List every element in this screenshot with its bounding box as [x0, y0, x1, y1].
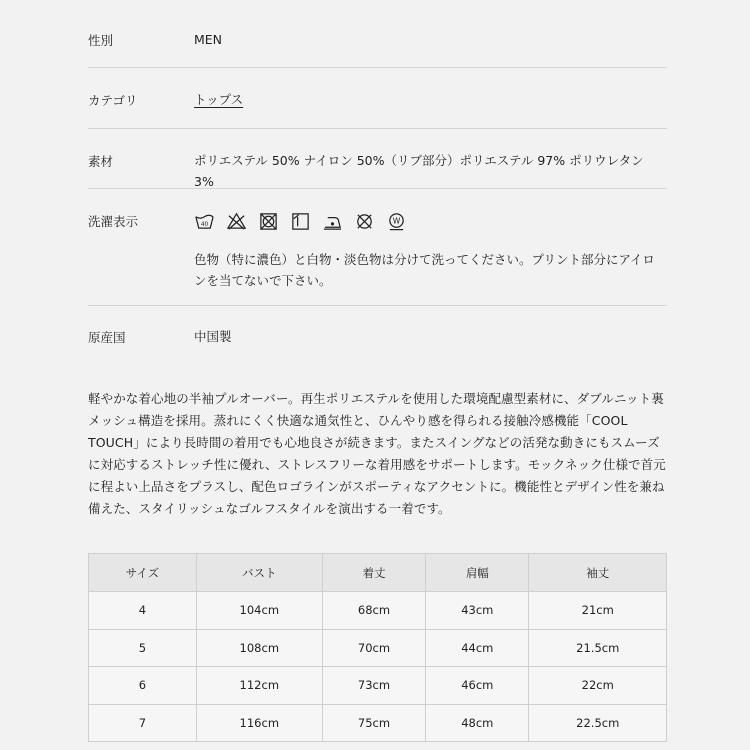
- table-cell: 7: [89, 704, 197, 742]
- care-note: 色物（特に濃色）と白物・淡色物は分けて洗ってください。プリント部分にアイロンを当てないで下さい。: [194, 252, 655, 288]
- no-tumble-dry-icon: [258, 211, 279, 232]
- table-cell: 46cm: [426, 667, 529, 705]
- spec-row-care: [88, 212, 667, 306]
- table-cell: 21cm: [529, 592, 667, 630]
- table-cell: 44cm: [426, 629, 529, 667]
- spec-value-material: ポリエステル 50% ナイロン 50%（リブ部分）ポリエステル 97% ポリウレタン 3%: [194, 153, 644, 189]
- no-dry-clean-icon: [354, 211, 375, 232]
- table-cell: 4: [89, 592, 197, 630]
- spec-row-material: [88, 152, 667, 189]
- table-cell: 21.5cm: [529, 629, 667, 667]
- svg-text:40: 40: [200, 221, 209, 228]
- table-cell: 108cm: [196, 629, 322, 667]
- spec-value-gender: MEN: [194, 32, 223, 47]
- table-row: [89, 629, 667, 667]
- spec-row-category: [88, 91, 667, 129]
- iron-low-icon: [322, 211, 343, 232]
- spec-label-material: 素材: [88, 154, 114, 169]
- table-cell: 70cm: [322, 629, 425, 667]
- spec-value-origin: 中国製: [194, 329, 232, 344]
- table-cell: 5: [89, 629, 197, 667]
- product-description: 軽やかな着心地の半袖プルオーバー。再生ポリエステルを使用した環境配慮型素材に、ダブルニット裏メッシュ構造を採用。蒸れにくく快適な通気性と、ひんやり感を得られる接触冷感機能「COOL TOUCH」により長時間の着用でも心地良さが続きます。またスイングなどの活発な動きにもスムーズに対応するストレッチ性に優れ、ストレスフリーな着用感をサポートします。モックネック仕様で首元に程よい上品さをプラスし、配色ロゴラインがスポーティなアクセントに。機能性とデザイン性を兼ね備えた、スタイリッシュなゴルフスタイルを演出する一着です。: [88, 391, 666, 516]
- header-length: 着丈: [322, 554, 425, 592]
- line-dry-icon: [290, 211, 311, 232]
- header-shoulder: 肩幅: [426, 554, 529, 592]
- spec-label-origin: 原産国: [88, 330, 126, 345]
- care-icons: [194, 210, 667, 232]
- header-size: サイズ: [89, 554, 197, 592]
- table-cell: 22.5cm: [529, 704, 667, 742]
- category-link[interactable]: トップス: [194, 92, 244, 107]
- table-cell: 22cm: [529, 667, 667, 705]
- table-cell: 73cm: [322, 667, 425, 705]
- table-row: [89, 667, 667, 705]
- spec-label-category: カテゴリ: [88, 93, 138, 108]
- table-cell: 104cm: [196, 592, 322, 630]
- no-bleach-icon: [226, 211, 247, 232]
- size-table: [88, 553, 667, 742]
- table-cell: 68cm: [322, 592, 425, 630]
- header-sleeve: 袖丈: [529, 554, 667, 592]
- spec-row-gender: [88, 31, 667, 68]
- table-row: [89, 592, 667, 630]
- size-table-header: [89, 554, 667, 592]
- spec-label-gender: 性別: [88, 33, 114, 48]
- wash-40-icon: [194, 211, 215, 232]
- table-cell: 6: [89, 667, 197, 705]
- table-cell: 112cm: [196, 667, 322, 705]
- header-bust: バスト: [196, 554, 322, 592]
- table-cell: 43cm: [426, 592, 529, 630]
- table-cell: 116cm: [196, 704, 322, 742]
- table-cell: 75cm: [322, 704, 425, 742]
- table-cell: 48cm: [426, 704, 529, 742]
- spec-row-origin: [88, 328, 667, 364]
- spec-label-care: 洗濯表示: [88, 214, 139, 229]
- svg-text:W: W: [392, 215, 401, 225]
- table-row: [89, 704, 667, 742]
- wet-clean-icon: [386, 211, 407, 232]
